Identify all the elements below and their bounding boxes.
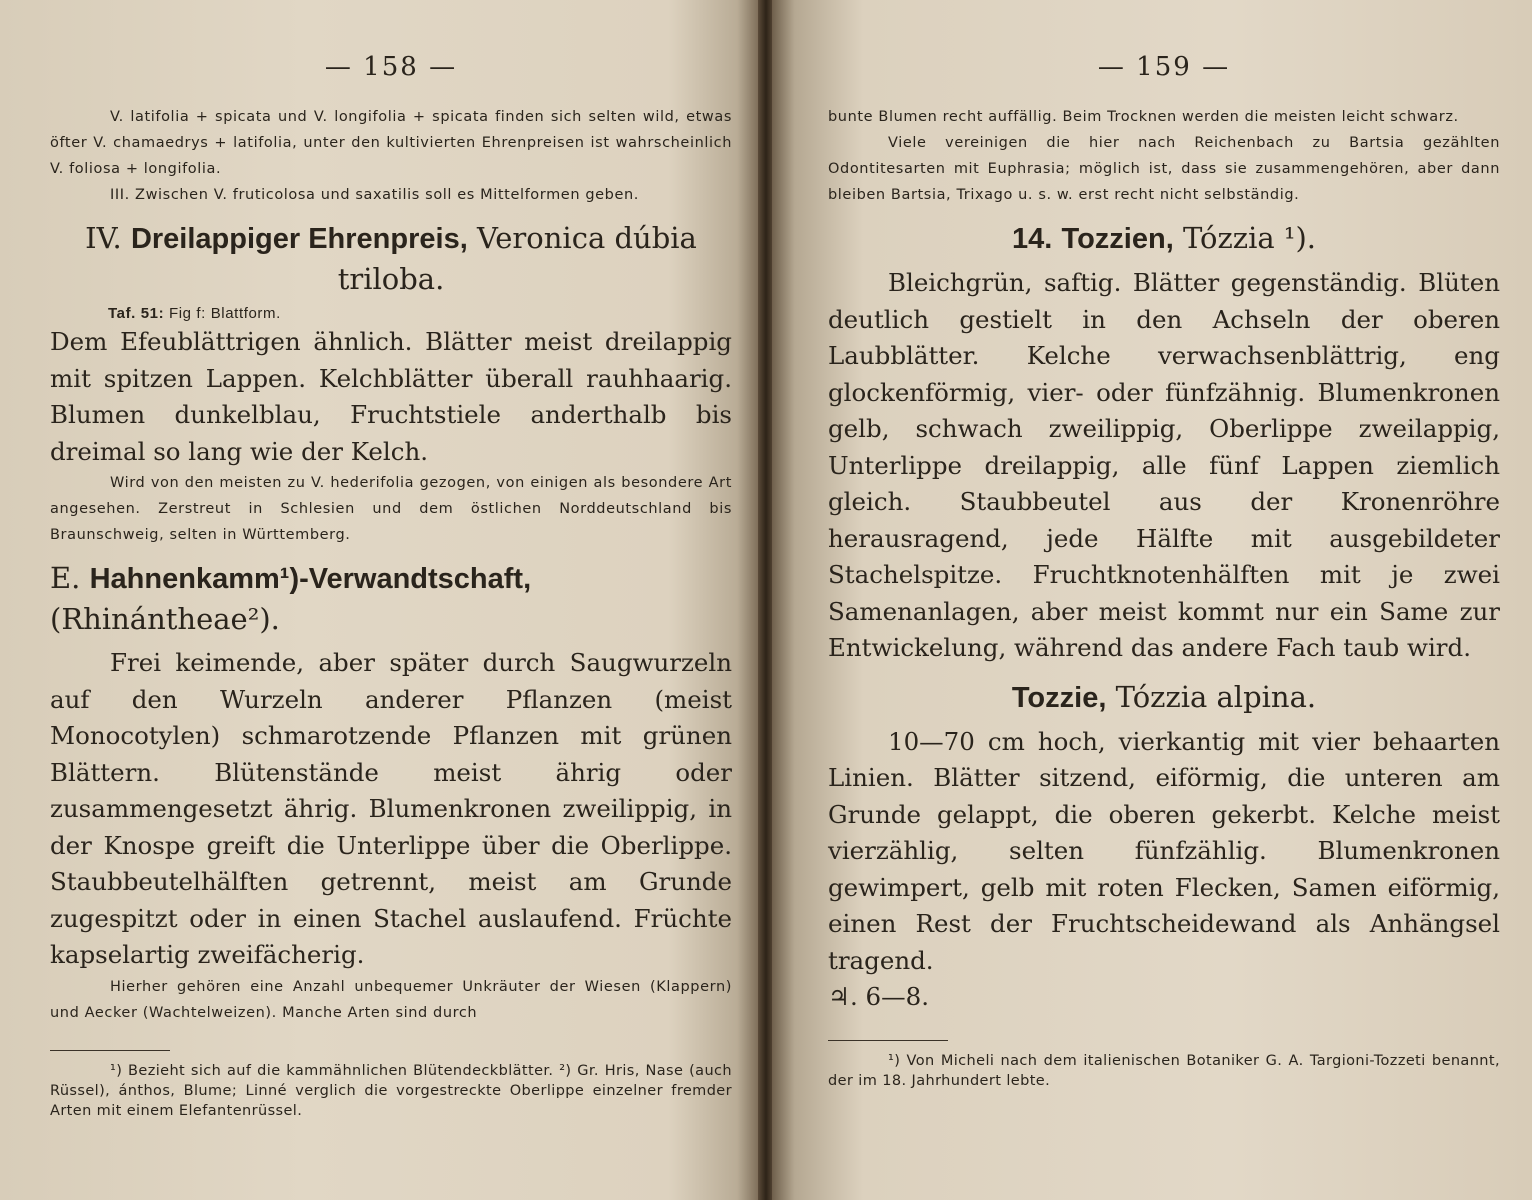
footnote-rule [828, 1040, 948, 1041]
description-paragraph: Bleichgrün, saftig. Blätter gegenständig. Blüten deutlich gestielt in den Achseln der oberen Laubblätter. Kelche verwachsenblättrig, eng glockenförmig, vier- oder fünfzähnig. Blumenkronen gelb, schwach zweilippig, Oberlippe zweilappig, Unterlippe dreilappig, alle fünf Lappen ziemlich gleich. Staubbeutel aus der Kronenröhre herausragend, jede Hälfte mit ausgebildeter Stachelspitze. Fruchtknotenhälften mit je zwei Samenanlagen, aber meist kommt nur ein Same zur Entwickelung, während das andere Fach taub wird. [828, 268, 1500, 662]
left-page-content [50, 52, 732, 1121]
genus-heading [828, 218, 1500, 259]
genus-name: Tozzien, [1061, 223, 1174, 255]
plate-detail: Fig f: Blattform. [168, 305, 281, 322]
left-page [0, 0, 760, 1200]
species-latin: Tózzia alpina. [1115, 679, 1317, 714]
plate-label: Taf. 51: [108, 305, 165, 322]
footnote: ¹) Von Micheli nach dem italienischen Botaniker G. A. Targioni-Tozzeti benannt, der im 18. Jahrhundert lebte. [828, 1052, 1500, 1089]
section-body [50, 324, 732, 470]
species-heading [828, 677, 1500, 718]
description-paragraph: Dem Efeublättrigen ähnlich. Blätter meist dreilappig mit spitzen Lappen. Kelchblätter überall rauhhaarig. Blumen dunkelblau, Fruchtstiele anderthalb bis dreimal so lang wie der Kelch. [50, 327, 732, 466]
species-body [828, 724, 1500, 1016]
note-paragraph: Viele vereinigen die hier nach Reichenbach zu Bartsia gezählten Odontitesarten mit Euphrasia; möglich ist, dass sie zusammengehören, aber dann bleiben Bartsia, Trixago u. s. w. erst recht nicht selbständig. [828, 135, 1500, 203]
description-paragraph: 10—70 cm hoch, vierkantig mit vier behaarten Linien. Blätter sitzend, eiförmig, die unteren am Grunde gelappt, die oberen gekerbt. Kelche meist vierzählig, selten fünfzählig. Blumenkronen gewimpert, gelb mit roten Flecken, Samen eiförmig, einen Rest der Fruchtscheidewand als Anhängsel tragend. [828, 726, 1500, 975]
section-body [50, 645, 732, 974]
plate-reference [108, 305, 732, 322]
genus-latin: Tózzia ¹). [1182, 221, 1317, 255]
note-paragraph: bunte Blumen recht auffällig. Beim Trocknen werden die meisten leicht schwarz. [828, 109, 1459, 125]
section-name: Hahnenkamm¹)-Verwandtschaft, [89, 563, 532, 595]
genus-number: 14. [1011, 223, 1053, 255]
section-letter: E. [50, 561, 81, 595]
footnotes [50, 1061, 732, 1121]
section-number: IV. [85, 221, 122, 255]
page-number: — 158 — [324, 52, 458, 82]
section-heading-e [50, 558, 732, 639]
page-number: — 159 — [1097, 52, 1231, 82]
right-page-content [828, 52, 1500, 1091]
note-paragraph: Wird von den meisten zu V. hederifolia gezogen, von einigen als besondere Art angesehen. Zerstreut in Schlesien und dem östlichen Norddeutschland bis Braunschweig, selten in Württemberg. [50, 475, 732, 543]
species-name: Tozzie, [1011, 681, 1107, 714]
section-latin: Veronica dúbia triloba. [337, 221, 697, 296]
section-note [50, 974, 732, 1026]
footnotes [828, 1051, 1500, 1091]
right-page [772, 0, 1532, 1200]
note-paragraph: Hierher gehören eine Anzahl unbequemer Unkräuter der Wiesen (Klappern) und Aecker (Wachtelweizen). Manche Arten sind durch [50, 978, 732, 1021]
top-note [828, 104, 1500, 208]
footnote: ¹) Bezieht sich auf die kammähnlichen Blütendeckblätter. ²) Gr. Hris, Nase (auch Rüssel), ánthos, Blume; Linné verglich die vorgestreckte Oberlippe einzelner fremder Arten mit einem Elefantenrüssel. [50, 1062, 732, 1119]
section-name: Dreilappiger Ehrenpreis, [130, 223, 468, 255]
genus-body [828, 265, 1500, 667]
flowering-period: ♃. 6—8. [828, 982, 930, 1011]
section-latin: (Rhinántheae²). [50, 602, 280, 636]
top-note [50, 104, 732, 208]
section-heading-iv [50, 218, 732, 299]
description-paragraph: Frei keimende, aber später durch Saugwurzeln auf den Wurzeln anderer Pflanzen (meist Monocotylen) schmarotzende Pflanzen mit grünen Blättern. Blütenstände meist ährig oder zusammengesetzt ährig. Blumenkronen zweilippig, in der Knospe greift die Unterlippe über die Oberlippe. Staubbeutelhälften getrennt, meist am Grunde zugespitzt oder in einen Stachel auslaufend. Früchte kapselartig zweifächerig. [50, 648, 732, 969]
note-paragraph: III. Zwischen V. fruticolosa und saxatilis soll es Mittelformen geben. [110, 187, 639, 203]
note-paragraph: V. latifolia + spicata und V. longifolia + spicata finden sich selten wild, etwas öfter V. chamaedrys + latifolia, unter den kultivierten Ehrenpreisen ist wahrscheinlich V. foliosa + longifolia. [50, 109, 732, 177]
footnote-rule [50, 1050, 170, 1051]
section-note [50, 470, 732, 548]
